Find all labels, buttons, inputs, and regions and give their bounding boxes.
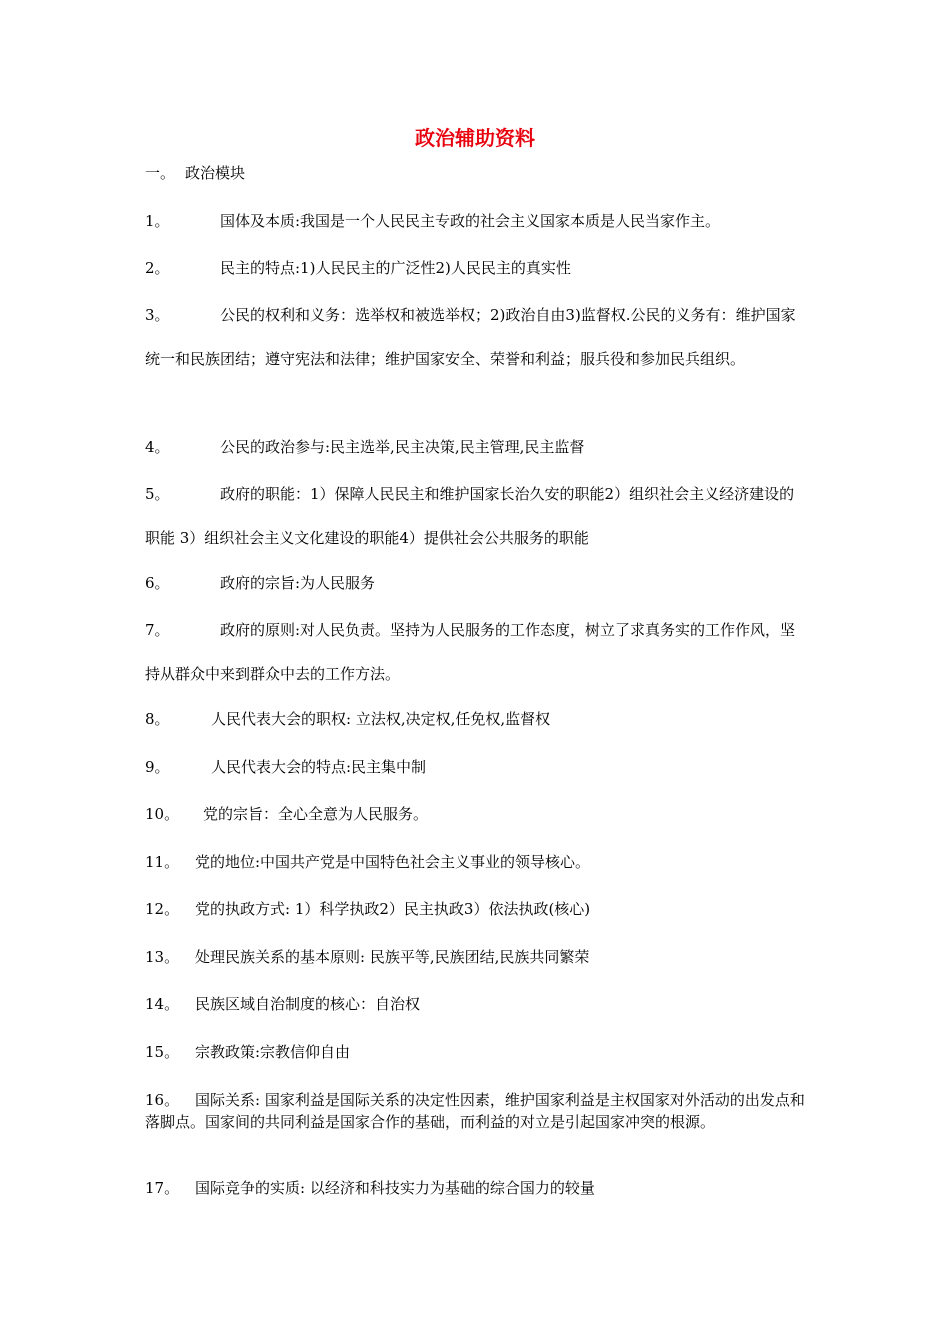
item-number: 17。 xyxy=(145,1179,180,1197)
list-item xyxy=(145,1041,805,1063)
item-text: 党的宗旨：全心全意为人民服务。 xyxy=(203,805,429,823)
document-title: 政治辅助资料 xyxy=(415,126,535,150)
item-text: 公民的权利和义务：选举权和被选举权；2)政治自由3)监督权.公民的义务有：维护国家统一和民族团结；遵守宪法和法律；维护国家安全、荣誉和利益；服兵役和参加民兵组织。 xyxy=(145,306,796,368)
item-number: 4。 xyxy=(145,438,170,456)
item-text: 党的执政方式: 1）科学执政2）民主执政3）依法执政(核心) xyxy=(195,900,591,918)
section-text: 政治模块 xyxy=(185,164,246,182)
section-heading xyxy=(145,162,805,184)
list-item xyxy=(145,210,805,232)
item-number: 14。 xyxy=(145,995,180,1013)
item-number: 6。 xyxy=(145,574,170,592)
item-number: 7。 xyxy=(145,621,170,639)
list-item xyxy=(145,898,805,920)
list-item xyxy=(145,608,805,696)
item-number: 2。 xyxy=(145,259,170,277)
item-number: 1。 xyxy=(145,212,170,230)
list-item xyxy=(145,946,805,968)
item-text: 国际关系: 国家利益是国际关系的决定性因素，维护国家利益是主权国家对外活动的出发点和落脚点。国家间的共同利益是国家合作的基础，而利益的对立是引起国家冲突的根源。 xyxy=(145,1091,805,1131)
item-text: 民族区域自治制度的核心：自治权 xyxy=(195,995,421,1013)
item-text: 宗教政策:宗教信仰自由 xyxy=(195,1043,351,1061)
item-number: 16。 xyxy=(145,1091,180,1109)
item-number: 15。 xyxy=(145,1043,180,1061)
item-number: 3。 xyxy=(145,306,170,324)
list-item xyxy=(145,851,805,873)
item-text: 政府的职能：1）保障人民民主和维护国家长治久安的职能2）组织社会主义经济建设的职能 3）组织社会主义文化建设的职能4）提供社会公共服务的职能 xyxy=(145,485,795,547)
list-item xyxy=(145,708,805,730)
item-number: 12。 xyxy=(145,900,180,918)
item-text: 处理民族关系的基本原则: 民族平等,民族团结,民族共同繁荣 xyxy=(195,948,590,966)
item-text: 国体及本质:我国是一个人民民主专政的社会主义国家本质是人民当家作主。 xyxy=(220,212,721,230)
list-item xyxy=(145,572,805,594)
list-item xyxy=(145,803,805,825)
list-item xyxy=(145,293,805,381)
list-item xyxy=(145,436,805,458)
list-item xyxy=(145,472,805,560)
item-number: 10。 xyxy=(145,805,180,823)
list-item xyxy=(145,1089,805,1133)
item-number: 11。 xyxy=(145,853,180,871)
item-number: 13。 xyxy=(145,948,180,966)
list-item xyxy=(145,257,805,279)
item-text: 公民的政治参与:民主选举,民主决策,民主管理,民主监督 xyxy=(220,438,585,456)
item-text: 政府的宗旨:为人民服务 xyxy=(220,574,376,592)
item-text: 人民代表大会的职权: 立法权,决定权,任免权,监督权 xyxy=(211,710,551,728)
item-text: 党的地位:中国共产党是中国特色社会主义事业的领导核心。 xyxy=(195,853,591,871)
item-text: 人民代表大会的特点:民主集中制 xyxy=(211,758,427,776)
item-text: 政府的原则:对人民负责。坚持为人民服务的工作态度，树立了求真务实的工作作风，坚持从群众中来到群众中去的工作方法。 xyxy=(145,621,796,683)
item-text: 民主的特点:1)人民民主的广泛性2)人民民主的真实性 xyxy=(220,259,571,277)
item-number: 5。 xyxy=(145,485,170,503)
list-item xyxy=(145,1177,805,1199)
list-item xyxy=(145,993,805,1015)
item-number: 8。 xyxy=(145,710,170,728)
item-text: 国际竞争的实质: 以经济和科技实力为基础的综合国力的较量 xyxy=(195,1179,595,1197)
item-number: 9。 xyxy=(145,758,170,776)
list-item xyxy=(145,756,805,778)
section-number: 一。 xyxy=(145,164,176,182)
